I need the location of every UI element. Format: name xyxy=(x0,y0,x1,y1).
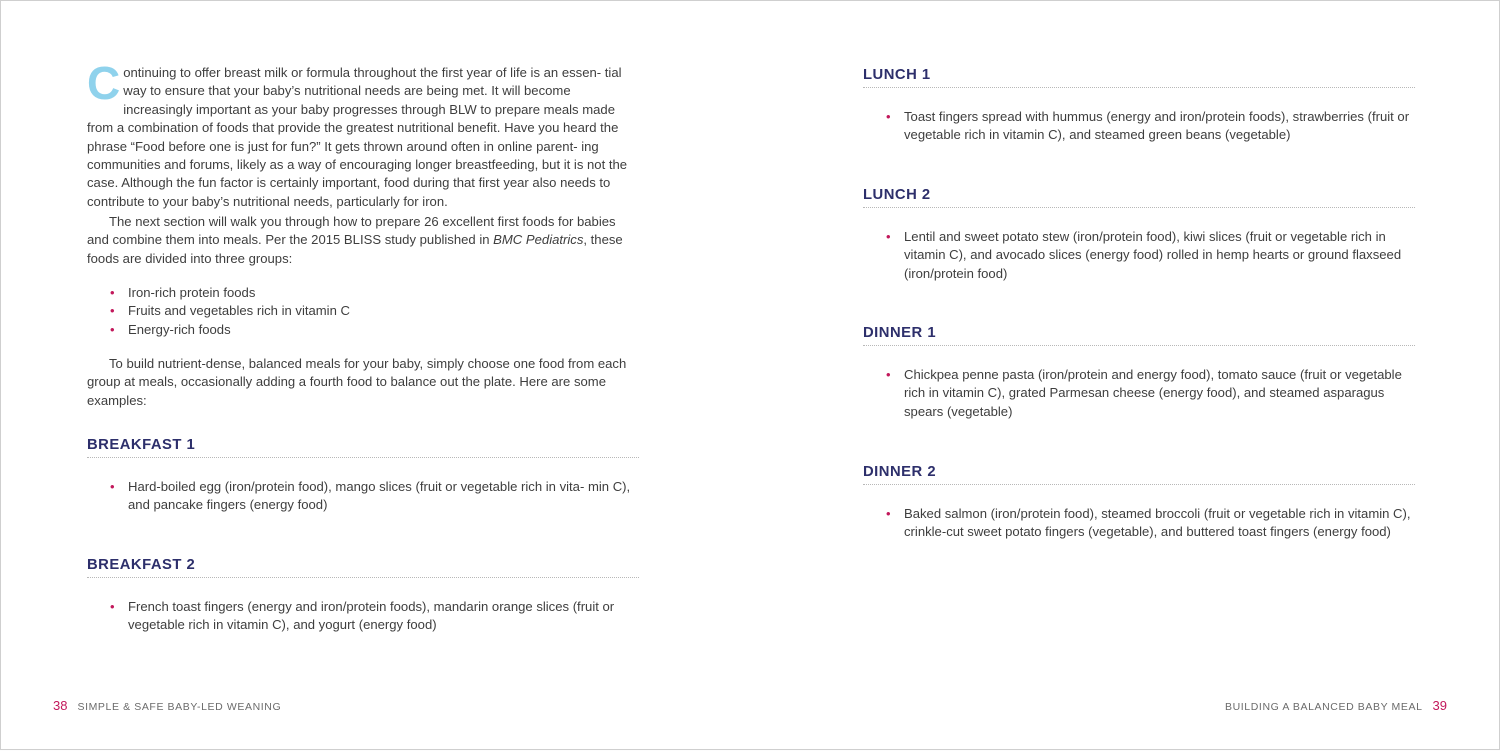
section-heading: LUNCH 1 xyxy=(863,67,931,83)
bullet-icon: • xyxy=(886,229,891,244)
dotted-divider xyxy=(87,577,639,578)
meal-list xyxy=(863,505,1415,542)
meal-list xyxy=(87,478,639,515)
bullet-icon: • xyxy=(110,599,115,614)
dotted-divider xyxy=(87,457,639,458)
list-item xyxy=(863,505,1415,542)
list-item xyxy=(87,478,639,515)
meal-list xyxy=(863,108,1415,145)
list-item xyxy=(87,598,639,635)
lunch-2-section xyxy=(863,184,1415,283)
list-item-text: Energy-rich foods xyxy=(128,321,231,337)
section-heading: BREAKFAST 1 xyxy=(87,437,196,453)
left-running-title: SIMPLE & SAFE BABY-LED WEANING xyxy=(77,701,282,713)
list-item-text: Hard-boiled egg (iron/protein food), mango slices (fruit or vegetable rich in vita- min C), and pancake fingers (energy food) xyxy=(128,479,631,513)
list-item xyxy=(863,366,1415,421)
section-heading: BREAKFAST 2 xyxy=(87,557,196,573)
intro-paragraph xyxy=(87,57,635,211)
intro-paragraph-text: ontinuing to offer breast milk or formula throughout the first year of life is an essen- tial way to ensure that your baby’s nutritional needs are being met. It will become increasingly important as your baby progresses through BLW to prepare meals made from a combination of foods that provide the greatest nutritional benefit. Have you heard the phrase “Food before one is just for fun?” It gets thrown around often in online parent- ing communities and forums, likely as a way of encouraging longer breastfeeding, but it is not the case. Although the fun factor is certainly important, food during that first year also needs to contribute to your baby’s nutritional needs, particularly for iron. xyxy=(87,65,628,209)
dotted-divider xyxy=(863,345,1415,346)
bullet-icon: • xyxy=(110,479,115,494)
food-groups-paragraph-start: The next section will walk you through how to prepare 26 excellent first foods for babies and combine them into meals. Per the 2015 BLISS study published in xyxy=(87,214,616,248)
bullet-icon: • xyxy=(110,303,115,319)
dinner-1-section xyxy=(863,322,1415,421)
list-item xyxy=(863,108,1415,145)
food-groups-paragraph xyxy=(87,213,635,268)
left-footer xyxy=(53,698,281,714)
right-running-title: BUILDING A BALANCED BABY MEAL xyxy=(1225,701,1423,713)
list-item xyxy=(863,228,1415,283)
section-heading: LUNCH 2 xyxy=(863,187,931,203)
list-item-text: French toast fingers (energy and iron/protein foods), mandarin orange slices (fruit or vegetable rich in vitamin C), and yogurt (energy food) xyxy=(128,599,615,633)
dotted-divider xyxy=(863,87,1415,88)
meal-building-paragraph: To build nutrient-dense, balanced meals for your baby, simply choose one food from each group at meals, occasionally adding a fourth food to balance out the plate. Here are some examples: xyxy=(87,356,627,408)
bullet-icon: • xyxy=(886,109,891,124)
meal-list xyxy=(863,228,1415,283)
list-item xyxy=(87,284,635,302)
dinner-2-section xyxy=(863,461,1415,542)
lunch-1-section xyxy=(863,64,1415,145)
breakfast-1-section xyxy=(87,434,639,515)
list-item-text: Chickpea penne pasta (iron/protein and energy food), tomato sauce (fruit or vegetable rich in vitamin C), grated Parmesan cheese (energy food), and steamed asparagus spears (vegetable) xyxy=(904,367,1402,419)
bullet-icon: • xyxy=(110,285,115,300)
bullet-icon: • xyxy=(886,506,891,521)
food-groups-list xyxy=(87,284,635,339)
meal-list xyxy=(863,366,1415,421)
bullet-icon: • xyxy=(110,321,115,337)
right-page xyxy=(863,1,1415,751)
list-item xyxy=(87,321,635,339)
food-groups-paragraph-end: , these foods are divided into three groups: xyxy=(87,232,623,266)
list-item-text: Toast fingers spread with hummus (energy and iron/protein foods), strawberries (fruit or vegetable rich in vitamin C), and steamed green beans (vegetable) xyxy=(904,109,1410,143)
left-page-number: 38 xyxy=(53,698,68,713)
right-footer xyxy=(1225,698,1447,714)
left-page xyxy=(87,1,639,751)
right-page-number: 39 xyxy=(1432,698,1447,713)
list-item-text: Fruits and vegetables rich in vitamin C xyxy=(128,303,350,319)
journal-title: BMC Pediatrics xyxy=(493,232,584,248)
bullet-icon: • xyxy=(886,367,891,382)
dotted-divider xyxy=(863,207,1415,208)
drop-cap: C xyxy=(87,57,121,109)
list-item-text: Iron-rich protein foods xyxy=(128,285,256,300)
list-item-text: Lentil and sweet potato stew (iron/protein food), kiwi slices (fruit or vegetable rich in vitamin C), and avocado slices (energy food) rolled in hemp hearts or ground flaxseed (iron/protein food) xyxy=(904,229,1402,281)
dotted-divider xyxy=(863,484,1415,485)
breakfast-2-section xyxy=(87,554,639,635)
section-heading: DINNER 2 xyxy=(863,464,937,480)
list-item-text: Baked salmon (iron/protein food), steamed broccoli (fruit or vegetable rich in vitamin C), crinkle-cut sweet potato fingers (vegetable), and buttered toast fingers (energy food) xyxy=(904,506,1411,540)
meal-list xyxy=(87,598,639,635)
section-heading: DINNER 1 xyxy=(863,325,937,341)
list-item xyxy=(87,302,635,320)
